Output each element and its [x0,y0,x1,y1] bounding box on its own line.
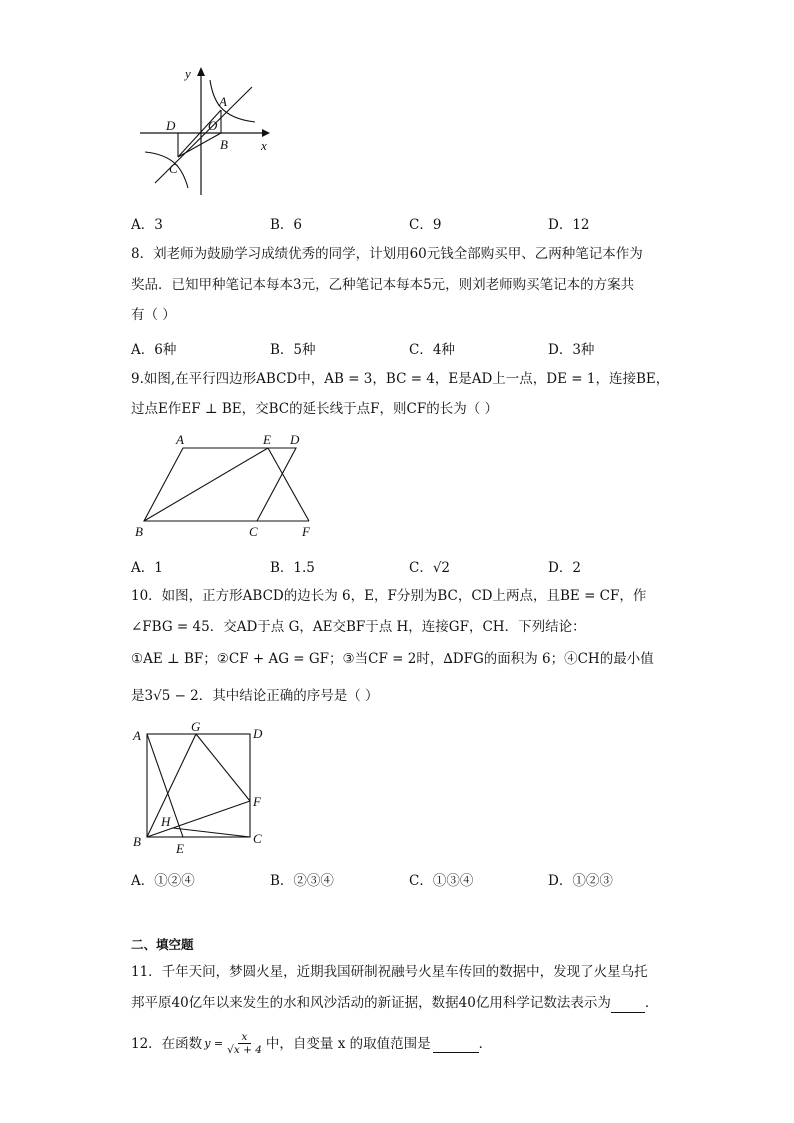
q12-answer-blank[interactable] [433,1034,479,1053]
q12-suffix: 中，自变量 x 的取值范围是 [265,1035,431,1052]
label-F: F [253,794,261,809]
label-C: C [249,524,258,539]
q8-option-a[interactable]: A．6种 [131,342,177,358]
label-D: D [166,118,176,133]
q12-fraction [225,1031,264,1056]
q12-prefix: 12．在函数 [131,1035,203,1052]
segment-HC [173,828,250,837]
label-x: x [261,138,267,153]
label-E: E [263,432,271,447]
label-A: A [176,432,184,447]
q10-text-line-4: 是3√5 − 2．其中结论正确的序号是（ ） [131,688,379,704]
q7-option-d[interactable]: D．12 [548,217,590,233]
q9-option-b[interactable]: B．1.5 [270,560,315,576]
q12-denominator: √x + 4 [227,1044,262,1056]
section-title: 二、填空题 [131,938,194,952]
q11-end-mark: ． [644,995,659,1011]
q9-text-line-1: 9.如图,在平行四边形ABCD中，AB = 3，BC = 4，E是AD上一点，DE = 1，连接BE， [131,371,670,387]
q7-option-b[interactable]: B．6 [270,217,303,233]
label-O: O [208,118,218,133]
label-D: D [253,726,263,741]
q11-text-line-2-body: 邦平原40亿年以来发生的水和风沙活动的新证据，数据40亿用科学记数法表示为 [131,995,611,1011]
label-F: F [302,524,310,539]
q8-option-d[interactable]: D．3种 [548,342,595,358]
label-E: E [176,841,184,856]
q10-option-a[interactable]: A．①②④ [131,873,195,889]
q8-text-line-2: 奖品．已知甲种笔记本每本3元，乙种笔记本每本5元，则刘老师购买笔记本的方案共 [131,277,635,293]
label-D: D [290,432,300,447]
label-H: H [161,814,171,829]
label-y: y [185,66,191,81]
q9-option-c[interactable]: C．√2 [409,560,451,576]
label-B: B [220,137,228,152]
label-A: A [133,728,141,743]
q10-option-d[interactable]: D．①②③ [548,873,613,889]
q8-text-line-1: 8．刘老师为鼓励学习成绩优秀的同学，计划用60元钱全部购买甲、乙两种笔记本作为 [131,246,643,262]
q11-text-line-2 [131,994,658,1013]
q12-numerator: x [238,1031,252,1044]
segment-GF [196,734,250,801]
q11-answer-blank[interactable] [611,994,645,1013]
q10-text-line-2: ∠FBG = 45．交AD于点 G，AE交BF于点 H，连接GF，CH．下列结论： [131,619,586,635]
label-G: G [191,719,201,734]
q9-text-line-2: 过点E作EF ⊥ BE，交BC的延长线于点F，则CF的长为（ ） [131,401,498,417]
q12-text-line [131,1031,492,1056]
q12-func-lhs: y = [204,1036,224,1050]
label-A: A [219,94,227,109]
label-C: C [169,161,178,176]
q7-option-c[interactable]: C．9 [409,217,442,233]
q12-end-mark: ． [478,1035,493,1052]
q7-option-a[interactable]: A．3 [131,217,163,233]
label-B: B [133,834,141,849]
segment-BG [147,734,196,837]
label-B: B [135,524,143,539]
q9-option-a[interactable]: A．1 [131,560,163,576]
q10-text-line-3: ①AE ⊥ BF；②CF + AG = GF；③当CF = 2时，∆DFG的面积为 6；④CH的最小值 [131,651,654,667]
q10-option-b[interactable]: B．②③④ [270,873,334,889]
q10-text-line-1: 10．如图，正方形ABCD的边长为 6，E，F分别为BC，CD上两点，且BE = CF，作 [131,588,647,604]
q9-option-d[interactable]: D．2 [548,560,581,576]
q8-text-line-3: 有（ ） [131,307,176,323]
q8-option-b[interactable]: B．5种 [270,342,316,358]
q10-option-c[interactable]: C．①③④ [409,873,474,889]
q8-option-c[interactable]: C．4种 [409,342,455,358]
label-C: C [253,831,262,846]
q11-text-line-1: 11．千年天问，梦圆火星，近期我国研制祝融号火星车传回的数据中，发现了火星乌托 [131,964,648,980]
